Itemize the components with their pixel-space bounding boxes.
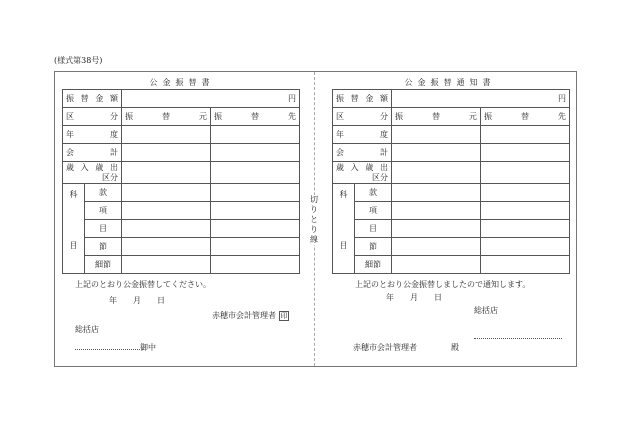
amount-label: 振替金額 (333, 90, 392, 108)
kou-label: 項 (355, 202, 392, 220)
to-kou-field[interactable] (211, 202, 300, 220)
to-label: 振替先 (481, 108, 570, 126)
seal-mark: 印 (280, 312, 288, 320)
account-label: 会計 (63, 144, 122, 162)
left-request-text: 上記のとおり公金振替してください。 (75, 280, 211, 289)
from-label: 振替元 (392, 108, 481, 126)
amount-field[interactable]: 円 (392, 90, 570, 108)
kan-label: 款 (355, 184, 392, 202)
from-kou-field[interactable] (122, 202, 211, 220)
right-date: 年 月 日 (386, 293, 442, 302)
from-moku-field[interactable] (392, 220, 481, 238)
left-addressee-line: 御中 (75, 342, 156, 353)
left-transfer-table (62, 89, 300, 274)
left-signer: 赤穂市会計管理者 印 (212, 311, 288, 320)
left-title: 公金振替書 (149, 78, 215, 87)
to-saisetsu-field[interactable] (481, 256, 570, 274)
moku-label: 目 (355, 220, 392, 238)
to-label: 振替先 (211, 108, 300, 126)
right-notice-text: 上記のとおり公金振替しましたので通知します。 (355, 280, 531, 289)
to-division-field[interactable] (481, 162, 570, 184)
fiscal-year-label: 年度 (63, 126, 122, 144)
to-account-field[interactable] (481, 144, 570, 162)
account-label: 会計 (333, 144, 392, 162)
from-setsu-field[interactable] (122, 238, 211, 256)
category-label: 区分 (333, 108, 392, 126)
setsu-label: 節 (85, 238, 122, 256)
to-year-field[interactable] (481, 126, 570, 144)
kan-label: 款 (85, 184, 122, 202)
to-setsu-field[interactable] (211, 238, 300, 256)
right-addressee: 赤穂市会計管理者 (353, 343, 417, 352)
saisetsu-label: 細節 (85, 256, 122, 274)
right-bank: 総括店 (474, 306, 498, 315)
to-kan-field[interactable] (211, 184, 300, 202)
to-moku-field[interactable] (211, 220, 300, 238)
from-division-field[interactable] (392, 162, 481, 184)
cut-line-label: 切りとり線 (310, 195, 318, 244)
from-saisetsu-field[interactable] (392, 256, 481, 274)
from-moku-field[interactable] (122, 220, 211, 238)
setsu-label: 節 (355, 238, 392, 256)
to-kan-field[interactable] (481, 184, 570, 202)
right-honorific: 殿 (451, 343, 459, 352)
to-kou-field[interactable] (481, 202, 570, 220)
amount-label: 振替金額 (63, 90, 122, 108)
from-year-field[interactable] (122, 126, 211, 144)
from-year-field[interactable] (392, 126, 481, 144)
to-account-field[interactable] (211, 144, 300, 162)
from-kou-field[interactable] (392, 202, 481, 220)
category-label: 区分 (63, 108, 122, 126)
right-title: 公金振替通知書 (404, 78, 496, 87)
kou-label: 項 (85, 202, 122, 220)
from-account-field[interactable] (122, 144, 211, 162)
saisetsu-label: 細節 (355, 256, 392, 274)
from-account-field[interactable] (392, 144, 481, 162)
left-date: 年 月 日 (109, 296, 165, 305)
right-notice-table (332, 89, 570, 274)
to-year-field[interactable] (211, 126, 300, 144)
addressee-blank[interactable] (75, 349, 140, 350)
to-setsu-field[interactable] (481, 238, 570, 256)
from-label: 振替元 (122, 108, 211, 126)
revenue-expenditure-label: 歳入歳出 区分 (63, 162, 122, 184)
from-saisetsu-field[interactable] (122, 256, 211, 274)
from-setsu-field[interactable] (392, 238, 481, 256)
revenue-expenditure-label: 歳入歳出 区分 (333, 162, 392, 184)
form-number-label: (様式第38号) (54, 56, 103, 65)
to-moku-field[interactable] (481, 220, 570, 238)
from-kan-field[interactable] (392, 184, 481, 202)
bank-signature-blank[interactable] (474, 338, 562, 339)
amount-field[interactable]: 円 (122, 90, 300, 108)
to-saisetsu-field[interactable] (211, 256, 300, 274)
fiscal-year-label: 年度 (333, 126, 392, 144)
kamoku-label: 科 目 (333, 184, 355, 274)
to-division-field[interactable] (211, 162, 300, 184)
moku-label: 目 (85, 220, 122, 238)
from-kan-field[interactable] (122, 184, 211, 202)
kamoku-label: 科 目 (63, 184, 85, 274)
from-division-field[interactable] (122, 162, 211, 184)
left-bank: 総括店 (75, 325, 99, 334)
